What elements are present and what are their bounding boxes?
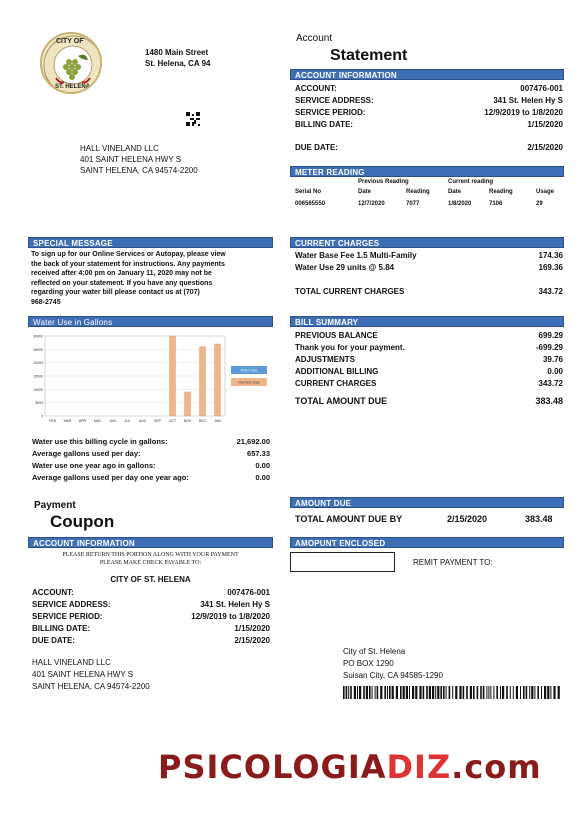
- barcode-bar: [488, 686, 489, 699]
- coupon-value: 1/15/2020: [234, 624, 270, 633]
- amount-due-date: 2/15/2020: [447, 514, 488, 524]
- watermark: [158, 748, 542, 786]
- chart-legend-current: Current Use: [238, 379, 260, 385]
- due-date-value: 2/15/2020: [527, 143, 563, 152]
- barcode-bar: [423, 686, 425, 699]
- barcode-bar: [490, 686, 491, 699]
- summary-label: Thank you for your payment.: [295, 343, 405, 352]
- barcode-bar: [473, 686, 475, 699]
- barcode-bar: [372, 686, 373, 699]
- coupon-label: BILLING DATE:: [32, 624, 91, 633]
- summary-label: ADDITIONAL BILLING: [295, 367, 379, 376]
- barcode-bar: [396, 686, 398, 699]
- barcode-bar: [459, 686, 461, 699]
- barcode-bar: [363, 686, 365, 699]
- chart-x-tick: OCT: [168, 419, 177, 423]
- coupon-label: DUE DATE:: [32, 636, 75, 645]
- chart-x-tick: MAY: [93, 419, 102, 423]
- account-info-value: 12/9/2019 to 1/8/2020: [484, 108, 563, 117]
- usage-stat-row: [32, 461, 270, 470]
- coupon-value: 007476-001: [227, 588, 270, 597]
- usage-stat-row: [32, 437, 270, 446]
- barcode-bar: [455, 686, 457, 699]
- account-info-value: 1/15/2020: [527, 120, 563, 129]
- special-message-line: received after 4:00 pm on January 11, 2020 may not be: [31, 270, 212, 278]
- watermark-suffix: .com: [451, 748, 542, 786]
- charge-value: 174.36: [538, 251, 563, 260]
- barcode-bar: [547, 686, 549, 699]
- summary-value: 343.72: [538, 379, 563, 388]
- coupon-customer-address-2: SAINT HELENA, CA 94574-2200: [32, 682, 150, 691]
- total-amount-due-value: 383.48: [535, 396, 563, 406]
- barcode-bar: [534, 686, 535, 699]
- barcode-bar: [446, 686, 447, 699]
- due-date-row: [295, 143, 563, 152]
- coupon-customer-address-1: 401 SAINT HELENA HWY S: [32, 670, 134, 679]
- summary-row: [295, 331, 563, 340]
- charge-label: Water Use 29 units @ 5.84: [295, 263, 395, 272]
- city-seal-logo: [40, 32, 102, 94]
- coupon-account-info-header: ACCOUNT INFORMATION: [28, 537, 273, 548]
- barcode-bar: [437, 686, 439, 699]
- account-info-label: BILLING DATE:: [295, 120, 354, 129]
- usage-stat-label: Water use one year ago in gallons:: [32, 461, 156, 470]
- meter-cell: 7077: [406, 201, 420, 207]
- total-current-charges-row: [295, 287, 563, 296]
- barcode-bar: [409, 686, 410, 699]
- chart-y-tick: 20000: [33, 361, 43, 366]
- barcode-bar: [531, 686, 533, 699]
- usage-stat-value: 21,692.00: [236, 437, 270, 446]
- customer-address-line2: SAINT HELENA, CA 94574-2200: [80, 166, 198, 175]
- barcode-bar: [550, 686, 551, 699]
- special-message-line: 968-2745: [31, 299, 61, 306]
- account-info-value: 007476-001: [520, 84, 563, 93]
- remit-address-line3: Suisan City, CA 94585-1290: [343, 671, 443, 680]
- barcode-bar: [452, 686, 453, 699]
- barcode-bar: [369, 686, 371, 699]
- total-current-charges-label: TOTAL CURRENT CHARGES: [295, 287, 405, 296]
- barcode-bar: [350, 686, 352, 699]
- meter-col-head: Date: [448, 189, 462, 195]
- chart-bar: [170, 336, 176, 416]
- account-info-label: SERVICE PERIOD:: [295, 108, 366, 117]
- account-info-header: ACCOUNT INFORMATION: [290, 69, 564, 80]
- chart-y-tick: 0: [41, 414, 43, 419]
- coupon-label: SERVICE ADDRESS:: [32, 600, 111, 609]
- chart-x-tick: JUL: [124, 419, 131, 423]
- chart-x-tick: MAR: [63, 419, 72, 423]
- summary-value: 0.00: [547, 367, 563, 376]
- chart-legend-prior: Prior Use: [240, 367, 258, 373]
- coupon-payee: CITY OF ST. HELENA: [110, 575, 191, 584]
- summary-row: [295, 379, 563, 388]
- amount-enclosed-input[interactable]: [290, 552, 395, 572]
- barcode-bar: [419, 686, 421, 699]
- barcode-bar: [523, 686, 525, 699]
- barcode-bar: [470, 686, 472, 699]
- remit-address-line2: PO BOX 1290: [343, 659, 394, 668]
- barcode-bar: [526, 686, 528, 699]
- barcode-bar: [516, 686, 518, 699]
- barcode-bar: [348, 686, 349, 699]
- barcode-bar: [380, 686, 382, 699]
- coupon-customer-name: HALL VINELAND LLC: [32, 658, 111, 667]
- barcode-bar: [406, 686, 408, 699]
- meter-cell: 12/7/2020: [358, 201, 385, 207]
- total-current-charges-value: 343.72: [538, 287, 563, 296]
- barcode-bar: [403, 686, 405, 699]
- meter-cell: 29: [536, 201, 543, 207]
- barcode-bar: [558, 686, 560, 699]
- barcode-bar: [477, 686, 479, 699]
- chart-y-tick: 10000: [33, 387, 43, 392]
- barcode-icon: [343, 686, 560, 699]
- meter-col-head: Reading: [406, 189, 430, 195]
- chart-x-tick: FEB: [49, 419, 56, 423]
- barcode-bar: [400, 686, 402, 699]
- chart-x-tick: SEP: [153, 419, 162, 423]
- account-info-row: [295, 108, 563, 117]
- meter-col-head: Serial No: [295, 189, 322, 195]
- chart-y-tick: 30000: [33, 334, 43, 339]
- chart-bar: [200, 347, 206, 416]
- barcode-bar: [502, 686, 504, 699]
- account-info-label: SERVICE ADDRESS:: [295, 96, 374, 105]
- usage-stat-value: 0.00: [255, 461, 270, 470]
- coupon-label: SERVICE PERIOD:: [32, 612, 103, 621]
- remit-address-line1: City of St. Helena: [343, 647, 406, 656]
- barcode-bar: [544, 686, 546, 699]
- chart-y-tick: 15000: [33, 374, 43, 379]
- account-info-value: 341 St. Helen Hy S: [493, 96, 563, 105]
- charge-value: 169.36: [538, 263, 563, 272]
- watermark-part2: DIZ: [386, 748, 452, 786]
- coupon-notice-1: PLEASE RETURN THIS PORTION ALONG WITH YOUR PAYMENT: [62, 552, 239, 558]
- barcode-bar: [510, 686, 511, 699]
- chart-x-tick: AUG: [138, 419, 147, 423]
- summary-value: 39.76: [542, 355, 563, 364]
- account-info-row: [295, 120, 563, 129]
- customer-address-line1: 401 SAINT HELENA HWY S: [80, 155, 182, 164]
- barcode-bar: [513, 686, 514, 699]
- amount-enclosed-header: AMOPUNT ENCLOSED: [290, 537, 564, 548]
- chart-y-tick: 25000: [33, 347, 43, 352]
- barcode-bar: [506, 686, 508, 699]
- coupon-value: 2/15/2020: [234, 636, 270, 645]
- logo-text-top: CITY OF: [56, 38, 84, 45]
- summary-row: [295, 355, 563, 364]
- sender-address-line2: St. Helena, CA 94: [145, 59, 211, 68]
- coupon-row: [32, 600, 270, 609]
- barcode-bar: [426, 686, 428, 699]
- barcode-bar: [392, 686, 394, 699]
- barcode-bar: [357, 686, 358, 699]
- usage-stat-label: Average gallons used per day one year ago:: [32, 473, 189, 482]
- amount-due-header: AMOUNT DUE: [290, 497, 564, 508]
- barcode-bar: [389, 686, 391, 699]
- summary-label: PREVIOUS BALANCE: [295, 331, 378, 340]
- qr-code-icon: [186, 112, 200, 126]
- barcode-bar: [496, 686, 498, 699]
- meter-curr-heading: Current reading: [448, 179, 494, 185]
- coupon-label: Coupon: [50, 512, 115, 531]
- barcode-bar: [486, 686, 487, 699]
- chart-x-tick: NOV: [183, 419, 192, 423]
- meter-reading-header: METER READING: [290, 166, 564, 177]
- barcode-bar: [553, 686, 555, 699]
- due-date-label: DUE DATE:: [295, 143, 338, 152]
- barcode-bar: [377, 686, 379, 699]
- customer-name: HALL VINELAND LLC: [80, 144, 159, 153]
- summary-value: -699.29: [535, 343, 563, 352]
- chart-bar: [185, 392, 191, 416]
- barcode-bar: [466, 686, 468, 699]
- usage-stat-label: Average gallons used per day:: [32, 449, 141, 458]
- barcode-bar: [359, 686, 361, 699]
- chart-x-tick: JUN: [109, 419, 116, 423]
- coupon-row: [32, 624, 270, 633]
- usage-stat-row: [32, 449, 270, 458]
- account-info-row: [295, 84, 563, 93]
- barcode-bar: [375, 686, 376, 699]
- barcode-bar: [435, 686, 436, 699]
- barcode-bar: [366, 686, 368, 699]
- meter-col-head: Reading: [489, 189, 513, 195]
- total-amount-due-label: TOTAL AMOUNT DUE: [295, 396, 388, 406]
- barcode-bar: [541, 686, 542, 699]
- water-use-chart-svg: [31, 330, 271, 430]
- barcode-bar: [529, 686, 530, 699]
- special-message-line: reflected on your statement. If you have any questions: [31, 279, 213, 287]
- meter-col-head: Usage: [536, 189, 555, 195]
- barcode-bar: [493, 686, 494, 699]
- account-info-row: [295, 96, 563, 105]
- charge-row: [295, 251, 563, 260]
- logo-text-bottom: ST. HELENA: [55, 84, 91, 90]
- payment-label: Payment: [34, 500, 76, 511]
- barcode-bar: [537, 686, 539, 699]
- special-message-line: regarding your water bill please contact us at (707): [31, 289, 200, 297]
- barcode-bar: [384, 686, 386, 699]
- coupon-notice-2: PLEASE MAKE CHECK PAYABLE TO:: [99, 560, 202, 566]
- barcode-bar: [480, 686, 482, 699]
- account-label: Account: [296, 33, 333, 44]
- meter-cell: 006565550: [295, 201, 326, 207]
- meter-cell: 7106: [489, 201, 503, 207]
- chart-x-tick: JAN: [214, 419, 221, 423]
- barcode-bar: [440, 686, 442, 699]
- statement-title: Statement: [330, 47, 408, 64]
- total-amount-due-row: [295, 396, 563, 406]
- summary-label: ADJUSTMENTS: [295, 355, 356, 364]
- bill-summary-header: BILL SUMMARY: [290, 316, 564, 327]
- usage-stat-label: Water use this billing cycle in gallons:: [32, 437, 168, 446]
- barcode-bar: [520, 686, 521, 699]
- water-use-header: Water Use in Gallons: [28, 316, 273, 327]
- barcode-bar: [387, 686, 388, 699]
- usage-stat-value: 657.33: [247, 449, 270, 458]
- barcode-bar: [432, 686, 434, 699]
- charge-row: [295, 263, 563, 272]
- special-message-line: To sign up for our Online Services or Autopay, please view: [31, 251, 226, 258]
- charge-label: Water Base Fee 1.5 Multi-Family: [295, 251, 417, 260]
- usage-stat-value: 0.00: [255, 473, 270, 482]
- barcode-bar: [443, 686, 445, 699]
- account-info-label: ACCOUNT:: [295, 84, 337, 93]
- coupon-value: 12/9/2019 to 1/8/2020: [191, 612, 270, 621]
- summary-value: 699.29: [538, 331, 563, 340]
- barcode-bar: [346, 686, 348, 699]
- barcode-bar: [500, 686, 501, 699]
- meter-col-head: Date: [358, 189, 372, 195]
- meter-prev-heading: Previous Reading: [358, 179, 409, 185]
- barcode-bar: [415, 686, 417, 699]
- amount-due-by-label: TOTAL AMOUNT DUE BY: [295, 514, 403, 524]
- amount-due-value: 383.48: [525, 514, 553, 524]
- coupon-row: [32, 636, 270, 645]
- current-charges-header: CURRENT CHARGES: [290, 237, 564, 248]
- summary-row: [295, 367, 563, 376]
- coupon-value: 341 St. Helen Hy S: [200, 600, 270, 609]
- barcode-bar: [354, 686, 356, 699]
- chart-bar: [215, 344, 221, 416]
- summary-row: [295, 343, 563, 352]
- barcode-bar: [343, 686, 345, 699]
- sender-address-line1: 1480 Main Street: [145, 48, 209, 57]
- chart-x-tick: APR: [78, 419, 87, 423]
- remit-payment-label: REMIT PAYMENT TO:: [413, 558, 493, 567]
- special-message-line: the back of your statement for instructions. Any payments: [31, 260, 225, 268]
- coupon-row: [32, 588, 270, 597]
- coupon-row: [32, 612, 270, 621]
- barcode-bar: [483, 686, 485, 699]
- barcode-bar: [429, 686, 431, 699]
- water-use-chart: [31, 330, 271, 430]
- usage-stat-row: [32, 473, 270, 482]
- watermark-part1: PSICOLOGIA: [158, 748, 387, 786]
- barcode-bar: [463, 686, 465, 699]
- special-message-header: SPECIAL MESSAGE: [28, 237, 273, 248]
- summary-label: CURRENT CHARGES: [295, 379, 377, 388]
- barcode-bar: [412, 686, 414, 699]
- barcode-bar: [449, 686, 451, 699]
- chart-x-tick: DEC: [198, 419, 207, 423]
- meter-cell: 1/8/2020: [448, 201, 472, 207]
- coupon-label: ACCOUNT:: [32, 588, 74, 597]
- chart-y-tick: 5000: [35, 401, 43, 406]
